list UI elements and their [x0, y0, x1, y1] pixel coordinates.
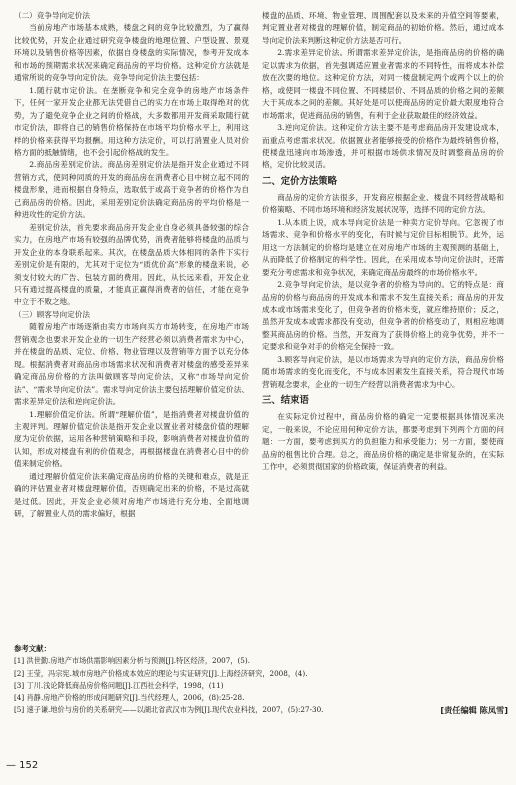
paragraph: 3.顾客导向定价法，是以市场需求为导向的定价方法，商品房价格随市场需求的变化而变化，不与成本因素发生直接关系，符合现代市场营销观念要求，企业的一切生产经营以消费者需求为中心。	[262, 354, 504, 389]
section-heading: 二、定价方法策略	[262, 175, 338, 187]
paragraph: 差别定价法，首先要求商品房开发企业自身必须具备较强的综合实力，在房地产市场有较强的品牌优势，消费者能够将楼盘的品质与开发企业的本身联系起来。其次，在楼盘品质大体相同的条件下实行差别定价是有限的，尤其对于定位为“质优价高”形象的楼盘来说，必须支付较大的广告、包装方面的费用。因此，从长远来看，开发企业只有通过提高楼盘的质量，才能真正赢得消费者的信任，才能在竞争中立于不败之地。	[14, 222, 249, 307]
paragraph: 随着房地产市场逐渐由卖方市场向买方市场转变，在房地产市场营销观念也要求开发企业的一切生产经营必须以消费者需求为中心，并在楼盘的品质、定位、价格、物业管理以及营销等方面予以充分体现。根据消费者对商品房市场需求状况和消费者对楼盘的感受差异来确定商品房价格的方法叫做顾客导向定价法，又称“市场导向定价法”、“需求导向定价法”。需求导向定价法主要包括理解价值定价法、需求差异定价法和逆向定价法。	[14, 322, 249, 407]
paragraph: 在实际定价过程中，商品房价格的确定一定要根据具体情况来决定，一般来说，不论应用何种定价方法，都要考虑到下列两个方面的问题：一方面，要考虑到买方的负担能力和承受能力；另一方面，要使商品房的租售比价合理。总之，商品房价格的确定是非常复杂的，在实际工作中，必须贯彻国家的价格政策，保证消费者的利益。	[262, 412, 504, 471]
references	[14, 643, 508, 717]
left-column	[14, 10, 249, 521]
reference-item: [3] 丁川.浅论降低商品房价格问题[J].江西社会科学，1998，(11)	[14, 680, 224, 690]
reference-item: [5] 速子谦.地价与房价的关系研究——以湖北省武汉市为例[J].现代农业科技，2007，(5):27-30.	[14, 705, 324, 715]
paragraph: 3.逆向定价法。这种定价方法主要不是考虑商品房开发建设成本，而重点考虑需求状况。依据置业者能够接受的价格作为最终销售价格，使楼盘迅速向市场渗透，并可根据市场供求情况及时调整商品房的价格，定价比较灵活。	[262, 123, 504, 170]
subsection-heading: （二）竞争导向定价法	[14, 11, 90, 20]
references-title: 参考文献：	[14, 644, 51, 653]
responsible-editor: [责任编辑 陈凤雪]	[440, 705, 508, 716]
page-number: — 152	[6, 760, 39, 771]
paragraph: 2.需求差异定价法。所谓需求差异定价法，是指商品房的价格的确定以需求为依据，首先强调适应置业者需求的不同特性，而将成本补偿放在次要的地位。这种定价方法，对同一楼盘制定两个或两个以上的价格，或使同一楼盘不同位置、不同楼层价、不同品质的价格之间的差额大于其成本之间的差额。其好处是可以使商品房的定价最大限度地符合市场需求，促进商品房的销售，有利于企业获取最佳的经济效益。	[262, 48, 504, 120]
section-heading: 三、结束语	[262, 395, 309, 407]
paragraph: 通过理解价值定价法来确定商品房的价格的关键和难点，就是正确的评估置业者对楼盘理解价值，否则确定出来的价格，不是过高就是过低。因此，开发企业必须对房地产市场进行充分地、全面地调研，了解置业人员的需求偏好，根据	[14, 471, 249, 519]
paragraph: 1.随行就市定价法。在垄断竞争和完全竞争的房地产市场条件下，任何一家开发企业都无法凭借自己的实力在市场上取得绝对的优势，为了避免竞争企业之间的价格战，大多数都用开发商采取随行就市定价法，即将自己的销售价格保持在市场平均价格水平上，利用这样的价格来获得平均报酬。用这种方法定价，可以打消置业人员对价格方面的抵触情绪，也不会引起价格战的发生。	[14, 85, 249, 157]
paragraph: 1.从本质上说，成本导向定价法是一种卖方定价导向。它忽视了市场需求、竞争和价格水平的变化，有时候与定价目标相脱节。此外，运用这一方法制定的价格均是建立在对房地产市场的主观预测的基础上，从而降低了价格制定的科学性。因此，在采用成本导向定价法时，还需要充分考虑需求和竞争状况，来确定商品房最终的市场价格水平。	[262, 217, 504, 277]
paragraph: 2.竞争导向定价法，是以竞争者的价格为导向的。它的特点是：商品房的价格与商品房的开发成本和需求不发生直接关系；商品房的开发成本或市场需求变化了，但竞争者的价格未变，就应维持原价；反之，虽然开发成本或需求都没有变动，但竞争者的价格变动了，则相应地调整其商品房的价格。当然，开发商为了获得价格上的竞争优势，并不一定要求和竞争对手的价格完全保持一致。	[262, 280, 504, 352]
right-column	[262, 10, 504, 473]
paragraph: 2.商品房差别定价法。商品房差别定价法是指开发企业通过不同营销方式，使同种同质的开发的商品房在消费者心目中树立起不同的楼盘形象，进而根据自身特点，选取低于或高于竞争者的价格作为自己商品房的价格。因此，采用差别定价法确定商品房的平均价格是一种进攻性的定价方法。	[14, 160, 249, 220]
paragraph: 当前房地产市场基本成熟，楼盘之间的竞争比较激烈，为了赢得比较优势，开发企业通过研究竞争楼盘的地理位置、户型设置、景观环境以及销售价格等因素，依据自身楼盘的实际情况，参考开发成本和市场的预期需求状况来确定商品房的平均价格。这种定价方法就是通常所说的竞争导向定价法。竞争导向定价法主要包括：	[14, 23, 249, 83]
paragraph: 商品房的定价方法很多，开发商应根据企业、楼盘不同经营战略和价格策略、不同市场环境和经济发展状况等，选择不同的定价方法。	[262, 192, 504, 215]
paragraph: 1.理解价值定价法。所谓“理解价值”，是指消费者对楼盘价值的主观评判。理解价值定价法是指开发企业以置业者对楼盘价值的理解度为定价依据，运用各种营销策略和手段，影响消费者对楼盘价值的认知，形成对楼盘有利的价值观念，再根据楼盘在消费者心目中的价值来制定价格。	[14, 409, 249, 469]
subsection-heading: （三）顾客导向定价法	[14, 309, 90, 319]
reference-item: [2] 王莹，冯宗宪.城市房地产价格成本效应的理论与实证研究[J].上海经济研究，2008，(4).	[14, 668, 308, 678]
paragraph: 楼盘的品质、环境、物业管理、周围配套以及未来的升值空间等要素，判定置业者对楼盘的理解价值，制定商品的初始价格。然后，通过成本导向定价法来判断这种定价方法是否可行。	[262, 11, 504, 45]
reference-item: [4] 肖静.房地产价格的形成问题研究[J].当代经理人，2006，(8):25-28.	[14, 693, 245, 703]
reference-item: [1] 洪世勤.房地产市场供需影响因素分析与预测[J].特区经济，2007，(5).	[14, 656, 250, 666]
